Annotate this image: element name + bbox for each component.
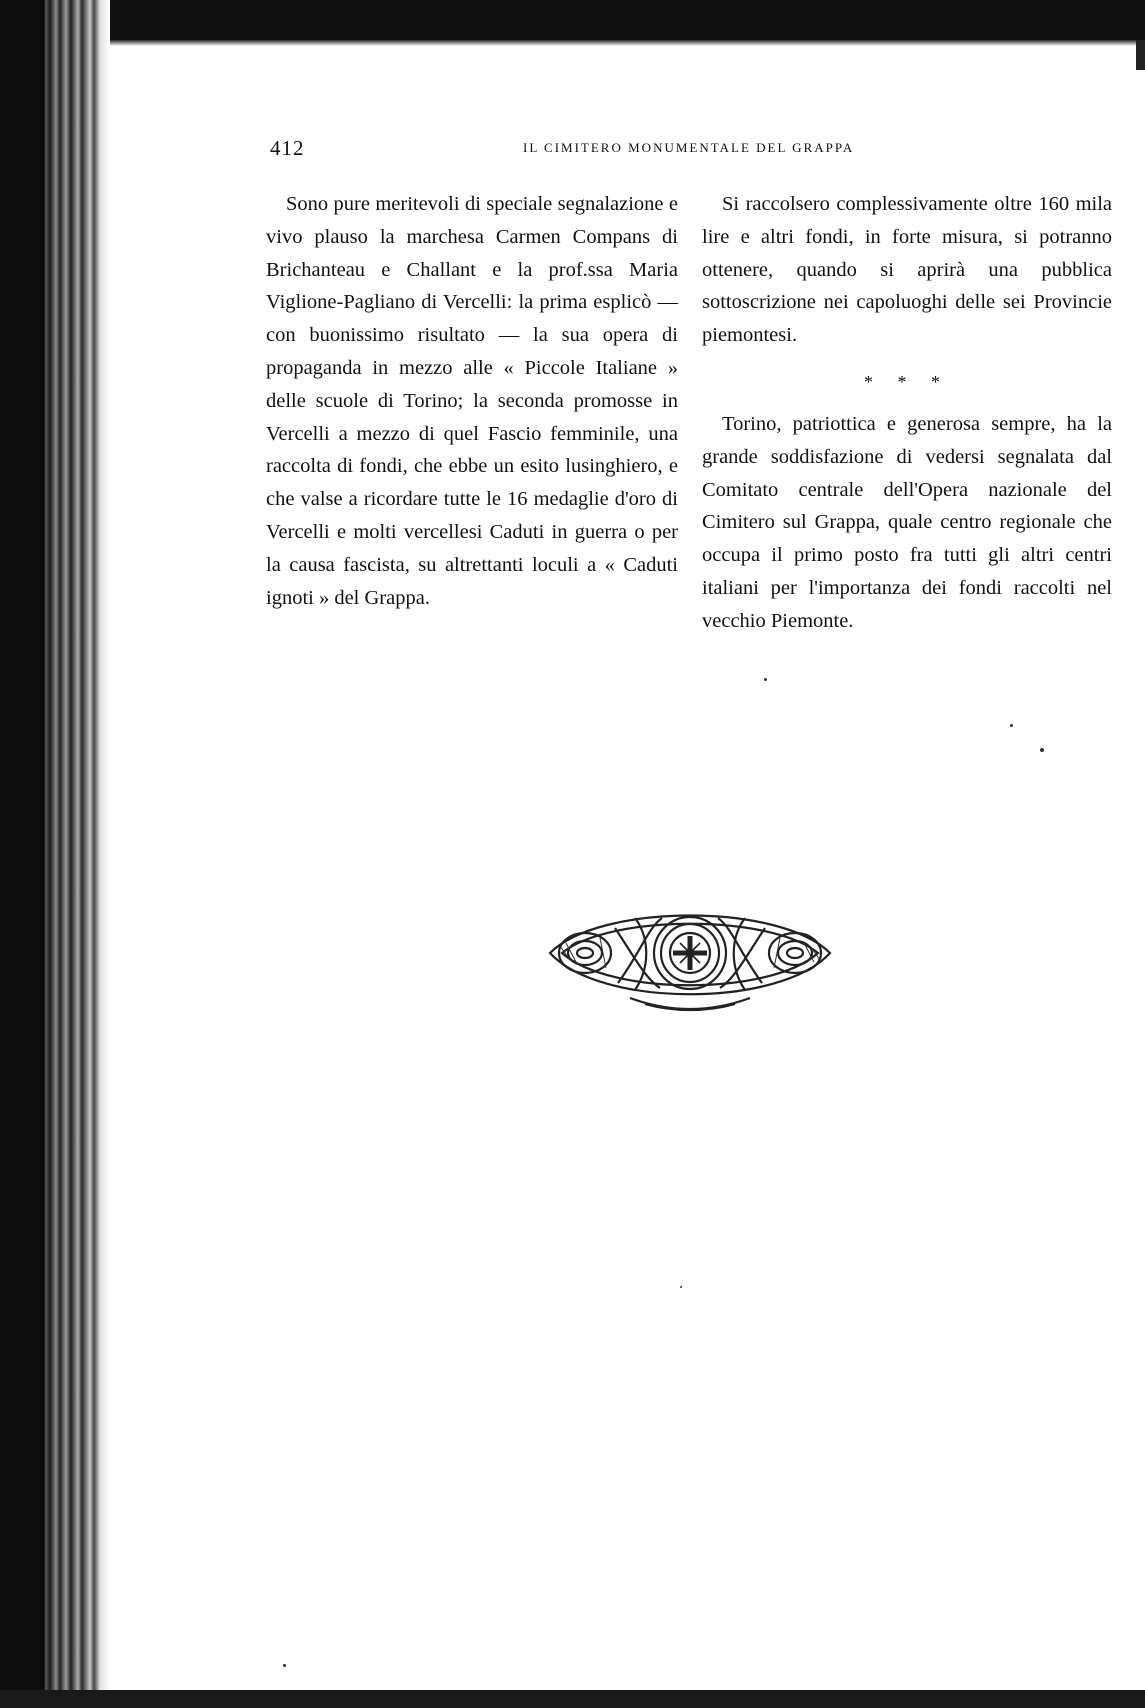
scan-top-border <box>0 0 1145 40</box>
scan-speck <box>680 1286 682 1288</box>
page-number: 412 <box>270 136 305 160</box>
scan-speck <box>1010 724 1013 727</box>
scan-bottom-border <box>0 1690 1145 1708</box>
right-column <box>702 188 1112 638</box>
scan-speck <box>283 1664 286 1667</box>
left-column <box>266 188 678 614</box>
scan-top-shadow <box>110 40 1145 46</box>
scan-speck <box>1040 748 1044 752</box>
scan-right-mark <box>1136 40 1145 70</box>
asterism: * * * <box>864 371 950 392</box>
scan-speck <box>764 678 767 681</box>
running-title: IL CIMITERO MONUMENTALE DEL GRAPPA <box>523 140 855 155</box>
running-head <box>270 136 1145 160</box>
right-paragraph-1: Si raccolsero complessivamente oltre 160 mila lire e altri fondi, in forte misura, si potranno ottenere, quando si aprirà una pubblica sottoscrizione nei capoluoghi delle sei Provincie piemontesi. <box>702 193 1112 347</box>
left-paragraph: Sono pure meritevoli di speciale segnalazione e vivo plauso la marchesa Carmen Compans di Brichanteau e Challant e la prof.ssa Maria Viglione-Pagliano di Vercelli: la prima esplicò — con buonissimo risultato — la sua opera di propaganda in mezzo alle « Piccole Italiane » delle scuole di Torino; la seconda promosse in Vercelli a mezzo di quel Fascio femminile, una raccolta di fondi, che ebbe un esito lusinghiero, e che valse a ricordare tutte le 16 medaglie d'oro di Vercelli e molti vercellesi Caduti in guerra o per la causa fascista, su altrettanti loculi a « Caduti ignoti » del Grappa. <box>266 193 678 609</box>
celtic-knot-ornament-icon <box>540 898 840 1018</box>
right-paragraph-2: Torino, patriottica e generosa sempre, ha la grande soddisfazione di vedersi segnalata dal Comitato centrale dell'Opera nazionale del Cimitero sul Grappa, quale centro regionale che occupa il primo posto fra tutti gli altri centri italiani per l'importanza dei fondi raccolti nel vecchio Piemonte. <box>702 412 1112 632</box>
scan-binding-edge <box>0 0 110 1708</box>
